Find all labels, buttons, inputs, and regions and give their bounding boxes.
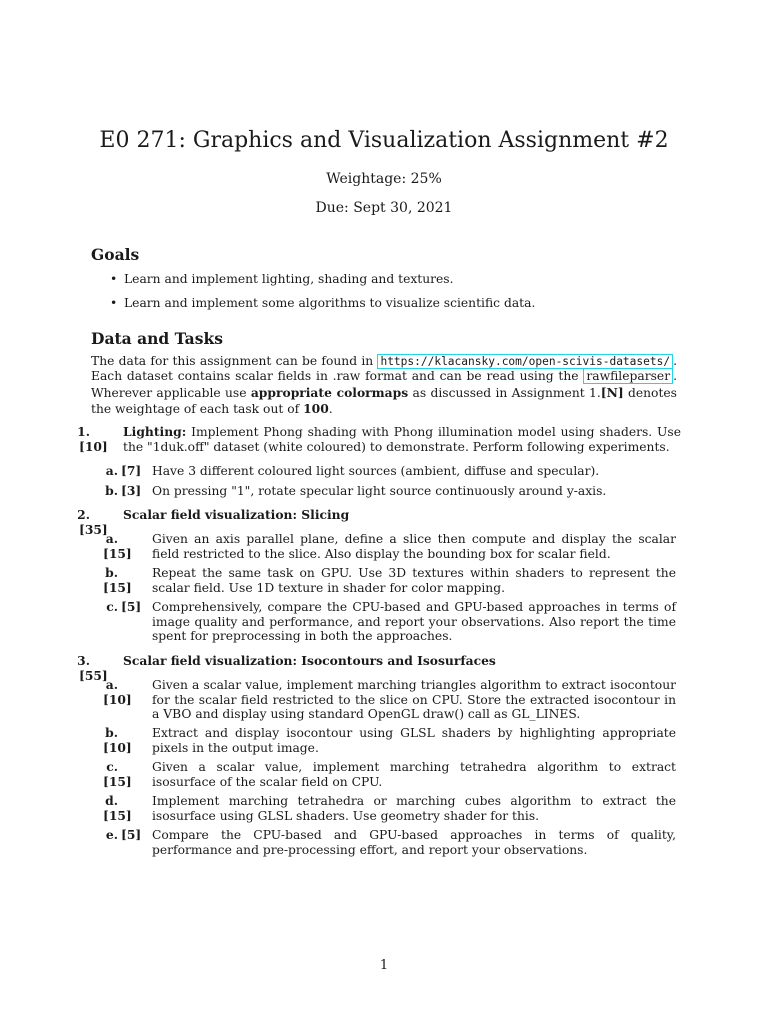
subtask-weight: [15] <box>103 545 132 561</box>
subtask-letter: b. <box>105 565 118 580</box>
task-title: Scalar field visualization: Slicing <box>123 507 350 522</box>
bullet-icon: • <box>110 296 118 310</box>
task-weight: [35] <box>79 521 108 537</box>
page-number: 1 <box>379 958 389 973</box>
data-tasks-paragraph <box>91 354 677 417</box>
subtask-weight: [15] <box>103 579 132 595</box>
subtask-letter: b. <box>105 483 118 498</box>
subtask-text: Implement marching tetrahedra or marching cubes algorithm to extract the isosurface using GLSL shaders. Use geometry shader for this. <box>152 794 676 823</box>
subtask-label <box>100 566 148 595</box>
task-index: 2. <box>77 507 90 522</box>
para-text: . Wherever applicable use <box>91 369 677 400</box>
subtask-label <box>100 678 148 707</box>
task-text <box>123 654 681 669</box>
subtask-label <box>100 532 148 561</box>
subtask-letter: c. <box>106 599 118 614</box>
subtask-letter: e. <box>105 827 118 842</box>
subtask-letter: b. <box>105 725 118 740</box>
subtask-weight: [10] <box>103 691 132 707</box>
subtask-weight: [15] <box>103 773 132 789</box>
subtask-letter: a. <box>105 463 118 478</box>
rawfileparser-link[interactable]: rawfileparser <box>583 368 673 384</box>
subtask-text: Have 3 different coloured light sources (ambient, diffuse and specular). <box>152 464 600 478</box>
subtask-weight: [5] <box>121 827 142 842</box>
datasets-link[interactable]: https://klacansky.com/open-scivis-datasets/ <box>377 354 673 369</box>
task-index: 3. <box>77 653 90 668</box>
data-tasks-heading: Data and Tasks <box>91 329 223 348</box>
task-description: Implement Phong shading with Phong illumination model using shaders. Use the "1duk.off" dataset (white coloured) to demonstrate. Perform following experiments. <box>123 425 681 454</box>
subtask-text: Repeat the same task on GPU. Use 3D textures within shaders to represent the scalar field. Use 1D texture in shader for color mapping. <box>152 566 676 595</box>
document-title: E0 271: Graphics and Visualization Assignment #2 <box>99 128 669 153</box>
para-bold-n: [N] <box>600 384 624 400</box>
goals-item <box>110 294 710 312</box>
para-bold-colormaps: appropriate colormaps <box>250 384 409 400</box>
subtask-letter: d. <box>105 793 118 808</box>
subtask-label <box>100 464 148 479</box>
task-number <box>75 425 121 454</box>
subtask-weight: [10] <box>103 739 132 755</box>
goals-item-text: Learn and implement some algorithms to visualize scientific data. <box>124 296 536 310</box>
subtask-text: Given a scalar value, implement marching triangles algorithm to extract isocontour for the scalar field restricted to the slice on CPU. Store the extracted isocontour in a VBO and display using standard OpenGL draw() call as GL_LINES. <box>152 678 676 722</box>
subtask-text: Given a scalar value, implement marching tetrahedra algorithm to extract isosurface of the scalar field on CPU. <box>152 760 676 789</box>
para-text: The data for this assignment can be found in <box>91 354 378 368</box>
subtask-label <box>100 794 148 823</box>
subtask-letter: a. <box>105 677 118 692</box>
subtask-weight: [7] <box>121 463 142 478</box>
task-weight: [55] <box>79 667 108 683</box>
weightage-line: Weightage: 25% <box>326 171 442 187</box>
task-index: 1. <box>77 424 90 439</box>
para-text: . <box>328 401 333 416</box>
subtask-text: Compare the CPU-based and GPU-based approaches in terms of quality, performance and pre-processing effort, and report your observations. <box>152 828 676 857</box>
para-bold-100: 100 <box>303 400 329 416</box>
task-title: Lighting: <box>123 424 187 439</box>
subtask-weight: [15] <box>103 807 132 823</box>
subtask-label <box>100 600 148 615</box>
goals-item-text: Learn and implement lighting, shading and textures. <box>124 272 454 286</box>
subtask-text: Given an axis parallel plane, define a slice then compute and display the scalar field restricted to the slice. Also display the bounding box for scalar field. <box>152 532 676 561</box>
due-date-line: Due: Sept 30, 2021 <box>315 200 453 216</box>
task-title: Scalar field visualization: Isocontours and Isosurfaces <box>123 653 496 668</box>
subtask-weight: [5] <box>121 599 142 614</box>
para-text: denotes the weightage of each task out of <box>91 385 677 416</box>
subtask-text: Extract and display isocontour using GLSL shaders by highlighting appropriate pixels in the output image. <box>152 726 676 755</box>
para-text: as discussed in Assignment 1. <box>408 385 601 400</box>
goals-list <box>110 270 710 318</box>
goals-item <box>110 270 710 288</box>
subtask-label <box>100 484 148 499</box>
subtask-label <box>100 760 148 789</box>
subtask-label <box>100 828 148 843</box>
goals-heading: Goals <box>91 245 140 264</box>
subtask-label <box>100 726 148 755</box>
para-text: . Each dataset contains scalar fields in .raw format and can be read using the <box>91 354 677 384</box>
subtask-text: Comprehensively, compare the CPU-based and GPU-based approaches in terms of image quality and performance, and report your observations. Also report the time spent for preprocessing in both the approaches. <box>152 600 676 644</box>
bullet-icon: • <box>110 272 118 286</box>
subtask-text: On pressing "1", rotate specular light source continuously around y-axis. <box>152 484 607 498</box>
task-text <box>123 425 681 454</box>
subtask-letter: c. <box>106 759 118 774</box>
task-weight: [10] <box>79 438 108 454</box>
subtask-weight: [3] <box>121 483 142 498</box>
subtask-letter: a. <box>105 531 118 546</box>
task-text <box>123 508 681 523</box>
